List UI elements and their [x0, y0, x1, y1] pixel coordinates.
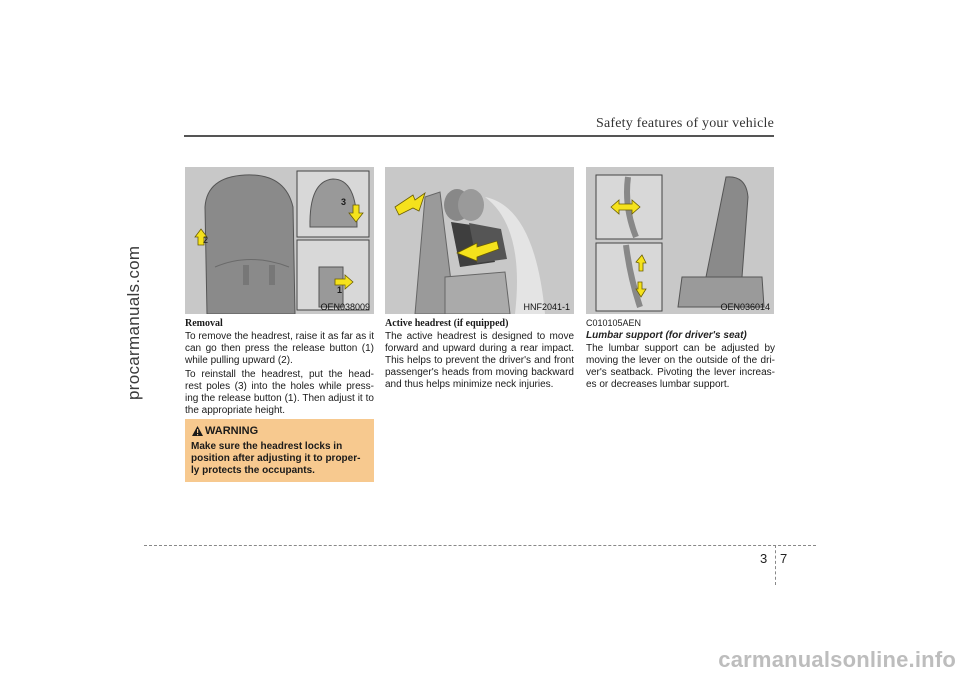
lumbar-section: [586, 318, 775, 393]
warning-triangle-icon: [192, 426, 203, 436]
warning-title: WARNING: [205, 425, 259, 437]
footer-divider: [144, 545, 816, 546]
paragraph: To remove the headrest, raise it as far as it can go then press the release button (1) while pulling upward (2).: [185, 331, 374, 366]
callout-3: 3: [341, 197, 347, 207]
section-number: 3: [760, 551, 768, 566]
active-headrest-figure: [385, 167, 574, 314]
section-title: Safety features of your vehicle: [595, 116, 774, 131]
lumbar-figure: [586, 167, 774, 314]
figure-code: OEN038009: [320, 302, 370, 312]
page-divider: [775, 545, 776, 585]
paragraph: To reinstall the headrest, put the head- rest poles (3) into the holes while press- ing the release button (1). Then adjust it to the appropriate height.: [185, 369, 374, 416]
watermark-left: procarmanuals.com: [124, 245, 143, 400]
callout-2: 2: [203, 235, 209, 245]
active-headrest-illustration: [385, 167, 574, 314]
active-headrest-section: [385, 318, 574, 393]
warning-box: [185, 419, 374, 482]
removal-section: [185, 318, 374, 419]
section-heading: Active headrest (if equipped): [385, 318, 509, 329]
page-number: 7: [780, 551, 788, 566]
section-heading: Removal: [185, 318, 223, 329]
figure-code: OEN036014: [720, 302, 770, 312]
callout-1: 1: [337, 285, 343, 295]
header-divider: [184, 135, 774, 137]
section-heading: Lumbar support (for driver's seat): [586, 330, 747, 341]
lumbar-illustration: [586, 167, 774, 314]
paragraph: The lumbar support can be adjusted by moving the lever on the outside of the dri- ver's seatback. Pivoting the lever increas- es or decreases lumbar support.: [586, 343, 775, 390]
paragraph: The active headrest is designed to move forward and upward during a rear impact. This helps to prevent the driver's and front passenger's heads from moving backward and thus helps minimize neck injuries.: [385, 331, 574, 390]
headrest-illustration: [185, 167, 374, 314]
headrest-figure: [185, 167, 374, 314]
reference-code: C010105AEN: [586, 318, 642, 328]
figure-code: HNF2041-1: [523, 302, 570, 312]
watermark-bottom: carmanualsonline.info: [718, 647, 956, 672]
warning-text: Make sure the headrest locks in position after adjusting it to proper- ly protects the occupants.: [191, 441, 361, 476]
